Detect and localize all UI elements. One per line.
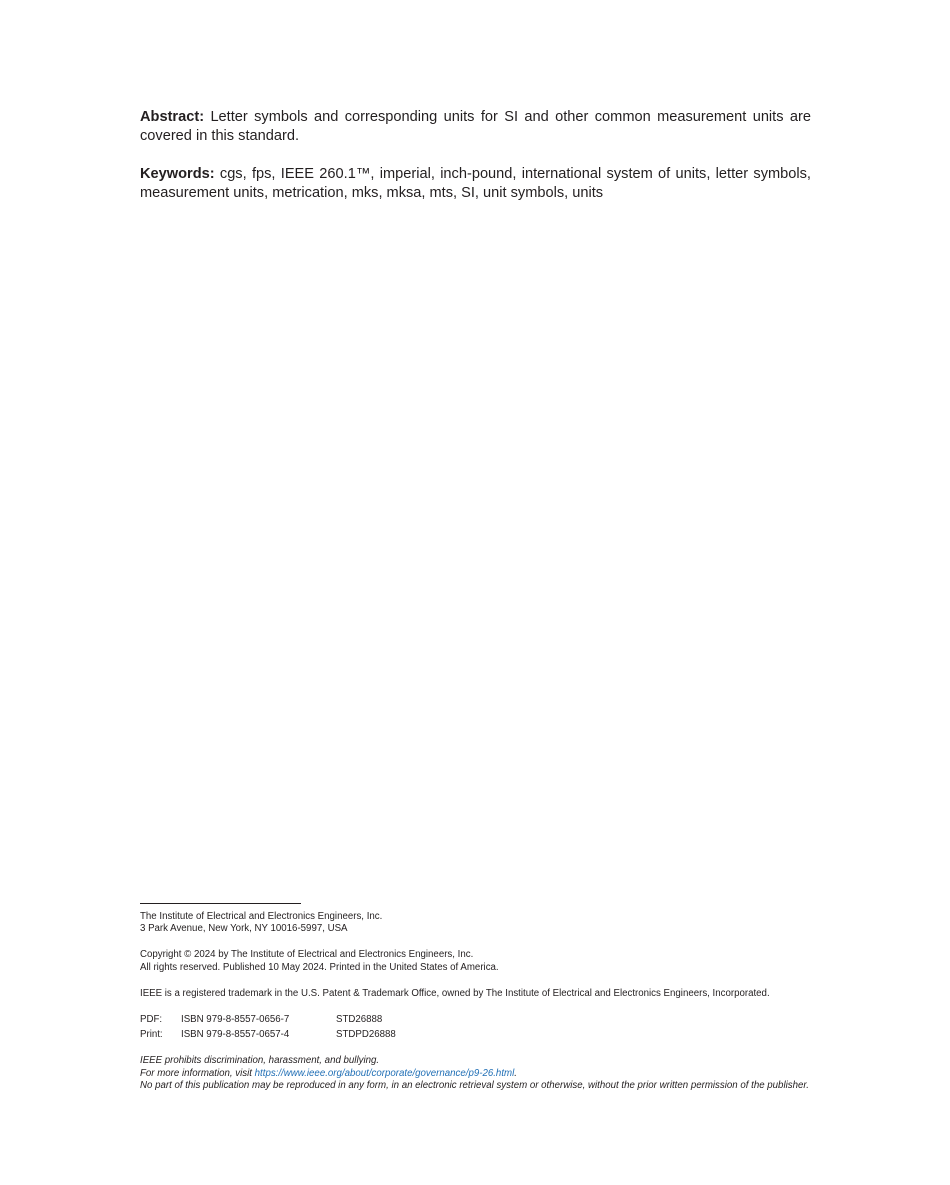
isbn-number: ISBN 979-8-8557-0657-4 xyxy=(181,1029,290,1041)
isbn-number: ISBN 979-8-8557-0656-7 xyxy=(181,1014,290,1026)
more-info-prefix: For more information, visit xyxy=(140,1067,255,1079)
rights-notice: All rights reserved. Published 10 May 2024. Printed in the United States of America. xyxy=(140,961,499,973)
abstract-paragraph xyxy=(140,108,811,146)
more-info-suffix: . xyxy=(514,1067,517,1079)
isbn-row-print xyxy=(140,1029,812,1041)
copyright-block xyxy=(140,949,812,973)
policy-notice: IEEE prohibits discrimination, harassment, and bullying. xyxy=(140,1055,380,1067)
governance-link[interactable]: https://www.ieee.org/about/corporate/governance/p9-26.html xyxy=(254,1067,515,1079)
policy-block xyxy=(140,1055,812,1092)
isbn-block xyxy=(140,1014,812,1041)
isbn-code: STD26888 xyxy=(336,1014,383,1026)
front-matter xyxy=(140,108,811,203)
trademark-block xyxy=(140,988,812,1000)
keywords-label: Keywords: xyxy=(140,166,215,182)
isbn-format: PDF: xyxy=(140,1014,163,1026)
isbn-row-pdf xyxy=(140,1014,812,1026)
abstract-label: Abstract: xyxy=(140,109,205,125)
copyright-notice: Copyright © 2024 by The Institute of Electrical and Electronics Engineers, Inc. xyxy=(140,949,474,961)
more-info-line xyxy=(140,1068,812,1080)
footer-divider xyxy=(140,903,301,904)
trademark-notice: IEEE is a registered trademark in the U.S. Patent & Trademark Office, owned by The Institute of Electrical and Electronics Engineers, Incorporated. xyxy=(140,987,770,999)
abstract-text: Letter symbols and corresponding units for SI and other common measurement units are covered in this standard. xyxy=(140,109,811,144)
publisher-name: The Institute of Electrical and Electronics Engineers, Inc. xyxy=(140,911,383,922)
isbn-format: Print: xyxy=(140,1029,163,1041)
publisher-block xyxy=(140,911,812,935)
keywords-text: cgs, fps, IEEE 260.1™, imperial, inch-pound, international system of units, letter symbols, measurement units, metrication, mks, mksa, mts, SI, unit symbols, units xyxy=(140,166,811,201)
publication-footer xyxy=(140,903,812,1106)
reproduction-notice: No part of this publication may be reproduced in any form, in an electronic retrieval system or otherwise, without the prior written permission of the publisher. xyxy=(140,1079,809,1091)
isbn-code: STDPD26888 xyxy=(336,1029,396,1041)
keywords-paragraph xyxy=(140,165,811,203)
publisher-address: 3 Park Avenue, New York, NY 10016-5997, USA xyxy=(140,923,348,935)
